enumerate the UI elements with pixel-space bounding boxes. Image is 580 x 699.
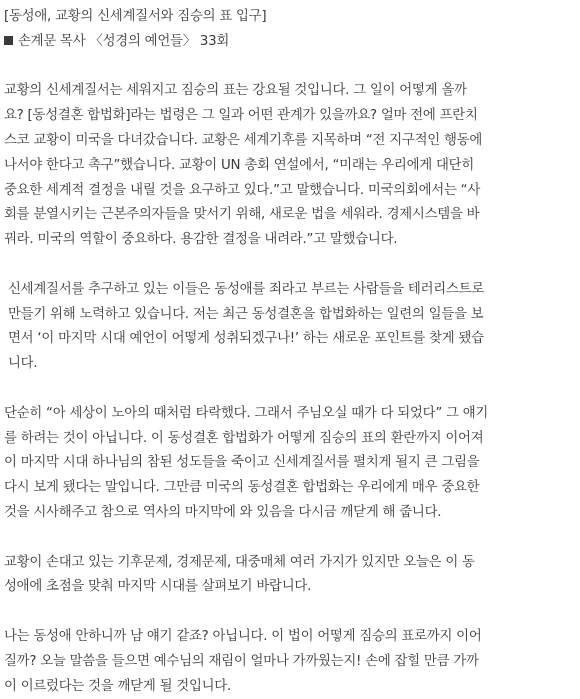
paragraph-line: 성애에 초점을 맞춰 마지막 시대를 살펴보기 바랍니다.	[4, 579, 312, 595]
paragraph-line: 중요한 세계적 결정을 내릴 것을 요구하고 있다.”고 말했습니다. 미국의회에서는 “사	[4, 182, 481, 198]
sermon-byline-text: 손계문 목사 〈성경의 예언들〉 33회	[18, 33, 230, 49]
paragraph-line: 이 이르렀다는 것을 깨닫게 될 것입니다.	[4, 678, 232, 694]
paragraph-line: 나는 동성애 안하니까 남 얘기 같죠? 아닙니다. 이 법이 어떻게 짐승의 표로까지 이어	[4, 628, 482, 644]
paragraph-line: 신세계질서를 추구하고 있는 이들은 동성애를 죄라고 부르는 사람들을 테러리스트로	[8, 281, 485, 297]
paragraph-5	[4, 625, 572, 699]
paragraph-line: 단순히 “아 세상이 노아의 때처럼 타락했다. 그래서 주님오실 때가 다 되었다” 그 얘기	[4, 405, 489, 421]
paragraph-line: 교황의 신세계질서는 세워지고 짐승의 표는 강요될 것입니다. 그 일이 어떻게 올까	[4, 83, 467, 99]
paragraph-line: 스코 교황이 미국을 다녀갔습니다. 교황은 세계기후를 지목하며 “전 지구적인 행동에	[4, 132, 483, 148]
spacer	[4, 526, 572, 551]
paragraph-line: 를 하려는 것이 아닙니다. 이 동성결혼 합법화가 어떻게 짐승의 표의 환란까지 이어져	[4, 430, 484, 446]
spacer	[4, 377, 572, 402]
paragraph-line: 꿔라. 미국의 역할이 중요하다. 용감한 결정을 내려라.”고 말했습니다.	[4, 232, 398, 248]
paragraph-line: 니다.	[8, 356, 38, 372]
paragraph-line: 요? [동성결혼 합법화]라는 법령은 그 일과 어떤 관계가 있을까요? 얼마 전에 프란치	[4, 108, 478, 124]
paragraph-3	[4, 402, 572, 526]
spacer	[4, 55, 572, 80]
paragraph-line: 이 마지막 시대 하나님의 참된 성도들을 죽이고 신세계질서를 펼치게 될지 큰 그림을	[4, 455, 480, 471]
paragraph-1	[4, 79, 572, 253]
paragraph-line: 면서 ‘이 마지막 시대 예언이 어떻게 성취되겠구나!’ 하는 새로운 포인트를 찾게 됐습	[8, 331, 484, 347]
paragraph-line: 만들기 위해 노력하고 있습니다. 저는 최근 동성결혼을 합법화하는 일련의 일들을 보	[8, 306, 484, 322]
paragraph-2	[4, 278, 572, 377]
spacer	[4, 600, 572, 625]
article-title: [동성애, 교황의 신세계질서와 짐승의 표 입구]	[4, 9, 267, 24]
spacer	[4, 253, 572, 278]
paragraph-line: 것을 시사해주고 참으로 역사의 마지막에 와 있음을 다시금 깨닫게 해 줍니다.	[4, 504, 442, 520]
sermon-byline	[4, 30, 572, 55]
paragraph-line: 나서야 한다고 촉구”했습니다. 교황이 UN 총회 연설에서, “미래는 우리에게 대단히	[4, 157, 475, 173]
paragraph-line: 회를 분열시키는 근본주의자들을 맞서기 위해, 새로운 법을 세워라. 경제시스템을 바	[4, 207, 480, 223]
paragraph-line: 다시 보게 됐다는 말입니다. 그만큼 미국의 동성결혼 합법화는 우리에게 매우 중요한	[4, 480, 480, 496]
square-bullet-icon	[4, 36, 13, 45]
paragraph-line: 교황이 손대고 있는 기후문제, 경제문제, 대중매체 여러 가지가 있지만 오늘은 이 동	[4, 554, 475, 570]
paragraph-4	[4, 551, 572, 601]
paragraph-line: 질까? 오늘 말씀을 들으면 예수님의 재림이 얼마나 가까웠는지! 손에 잡힐 만큼 가까	[4, 653, 479, 669]
